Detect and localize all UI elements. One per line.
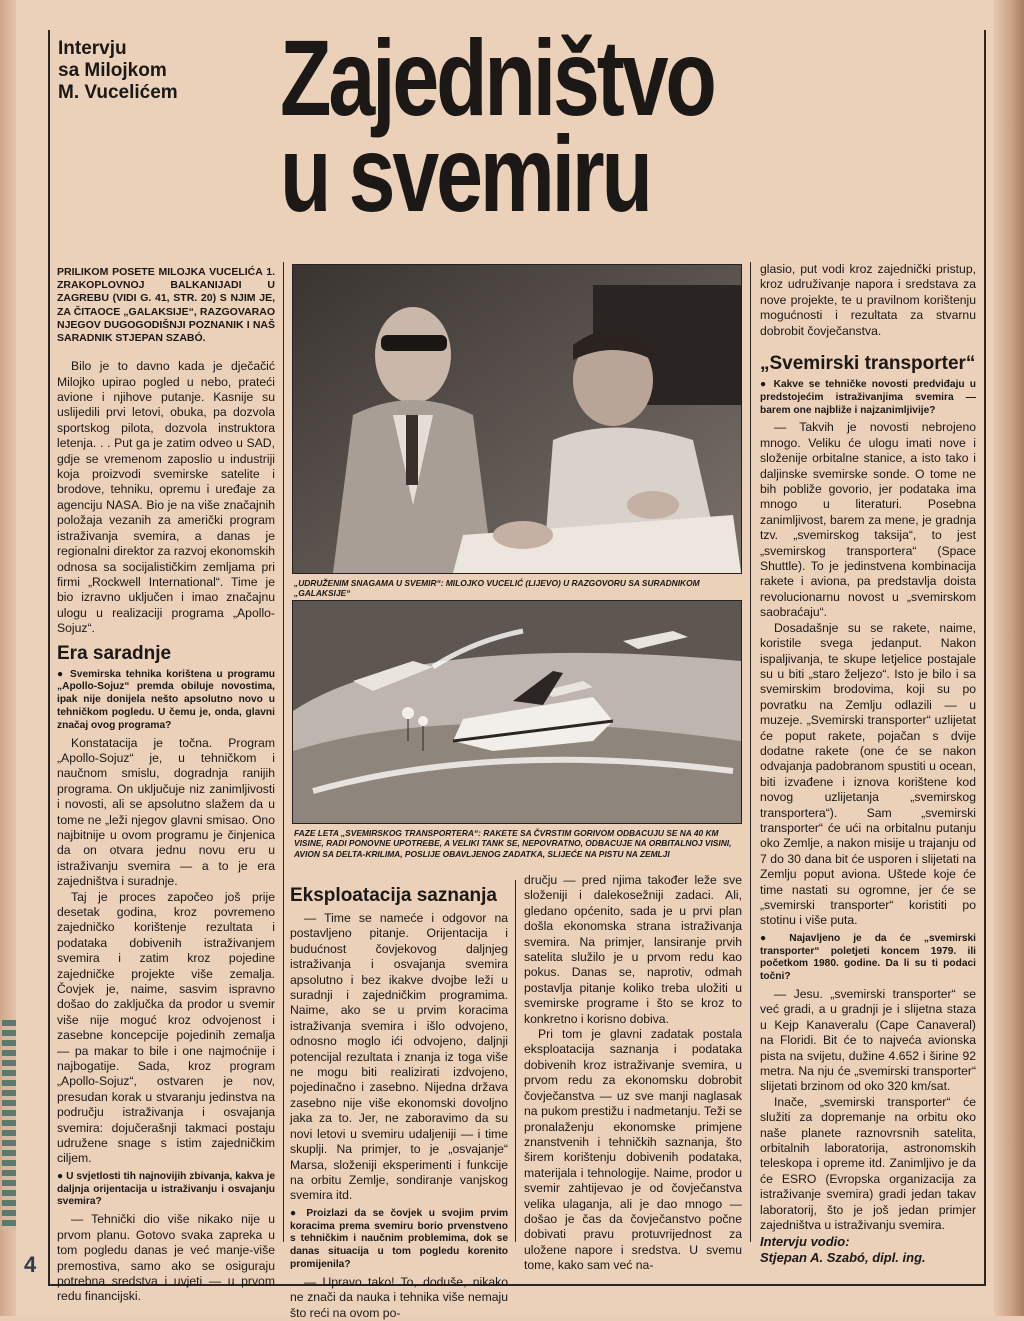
column-rule-3 [515, 880, 516, 1242]
headline-line-1: Zajedništvo [280, 17, 714, 138]
left-rule [48, 30, 50, 1285]
col2a-paragraph-2: — Upravo tako! To, doduše, nikako ne znači da nauka i tehnika više nemaju što reći na ovom po- [290, 1274, 508, 1320]
right-rule [984, 30, 986, 1285]
caption-photo-1: „UDRUŽENIM SNAGAMA U SVEMIR“: MILOJKO VUCELIĆ (LIJEVO) U RAZGOVORU SA SURADNIKOM „GALAKSIJE“ [294, 578, 700, 599]
question-4: ● Kakve se tehničke novosti predviđaju u predstojećim istraživanjima svemira — barem one najbliže i najzanimljivije? [760, 379, 976, 416]
col2b-paragraph-2: Pri tom je glavni zadatak postala eksploatacija saznanja i podataka dobivenih kroz istraživanje svemira, u prvom redu za ekonomsku dobrobit čovječanstva — uz sve manji naglasak na pukom prestižu i nadmetanju. Teži se pronalaženju ekonomske primjene znanstvenih i tehničkih saznanja, što širem korištenju dobivenih podataka, materijala i tehnologije. Naime, prodor u svemir zahtijevao je od čovječanstva velika ulaganja, ali je dao mnogo — došao je čas da čovječanstvo počne dobivati pravu protuvrijednost za uložene napore i sredstva. U svemu tome, kako sam već na- [524, 1027, 742, 1273]
col3-paragraph-1: glasio, put vodi kroz zajednički pristup, kroz udruživanje napora i sredstava za nove projekte, te u pravilnom korištenju mogućnosti i rezultata za stvarnu dobrobit čovječanstva. [760, 262, 976, 338]
col3-paragraph-4: — Jesu. „svemirski transporter“ se već gradi, a u gradnji je i slijetna staza u Kejp Kanaveralu (Cape Canaveral) na Floridi. Bit će to najveća avionska pista na svijetu, dužine 4.652 i širine 92 metra. Na nju će „svemirski transporter“ slijetati brzinom od oko 320 km/sat. [760, 987, 976, 1094]
col2b-paragraph-1: dručju — pred njima također leže sve složeniji i dalekosežniji zadaci. Ali, gledano općenito, sada je u prvi plan došla ekonomska strana istraživanja svemira. Na primjer, lansiranje prvih satelita služilo je u prvom redu kao pokus. Danas se, naprotiv, odmah postavlja pitanje koliko treba uložiti u svemirske programe i što se kroz to konkretno i korisno dobiva. [524, 873, 742, 1026]
question-2: ● U svjetlosti tih najnovijih zbivanja, kakva je daljnja orijentacija u istraživanju i osvajanju svemira? [57, 1170, 275, 1208]
caption-photo-2: FAZE LETA „SVEMIRSKOG TRANSPORTERA“: RAKETE SA ČVRSTIM GORIVOM ODBACUJU SE NA 40 KM VISINE, RADI PONOVNE UPOTREBE, A VELIKI TANK SE, NEPOVRATNO, ODBACUJE NA ORBITALNOJ VISINI, AVION SA DELTA-KRILIMA, POSLIJE OBAVLJENOG ZADATKA, SLIJEĆE NA PISTU NA ZEMLJI [294, 828, 732, 859]
question-5: ● Najavljeno je da će „svemirski transporter“ poletjeti koncem 1979. ili početkom 1980. godine. Da li su ti podaci točni? [760, 932, 976, 983]
subheading-eksploatacija-saznanja: Eksploatacija saznanja [290, 885, 497, 906]
intro-line-3: M. Vucelićem [58, 82, 178, 103]
col3-paragraph-3: Dosadašnje su se rakete, naime, koristile svega jedanput. Nakon ispaljivanja, te skupe letjelice postajale su u biti „staro željezo“. Isto je bilo i sa svemirskim brodovima, koji su po povratku na Zemlju odlazili — u muzeje. „Svemirski transporter“ uzlijetat će poput rakete, pojačan s dvije dodatne rakete (one će se nakon odvajanja padobranom spustiti u ocean, biti izvađene i iznova korištene kod novog uzlijetanja „svemirskog transportera“). Sam „svemirski transporter“ će ući na orbitalnu putanju oko Zemlje, a nakon misije u trajanju od 7 do 30 dana bit će usporen i slijetati na Zemlju poput aviona. Uštede koje će time nastati su ogromne, jer će se „svemirski transporter“ koristiti po stotinu i više puta. [760, 620, 976, 928]
photo-interview-image [293, 265, 741, 573]
illustration-space-shuttle-image [293, 601, 741, 823]
photo-interview [292, 264, 742, 574]
spine-stripe [2, 1020, 16, 1230]
col2a-paragraph-1: — Time se nameće i odgovor na postavljeno pitanje. Orijentacija i budućnost čovjekovog daljnjeg istraživanja i osvajanja svemira apsolutno i bez ikakve dvojbe leži u suradnji i zajedničkim programima. Naime, ako se u prvim koracima istraživanja svemira i išlo odvojeno, odnosno moglo ići odvojeno, daljnji potencijal rezultata i znanja iz toga više ne mogu biti realizirati izdvojeno, pojedinačno i zasebno. Nijedna država zasebno nije više ekonomski dovoljno jaka za to. Jer, ne zaboravimo da su novi letovi u svemiru udaljeniji — i time skuplji. Na primjer, to je „osvajanje“ Marsa, složeniji eksperimenti i funkcije na orbitu Zemlje, sondiranje vanjskog svemira itd. [290, 911, 508, 1203]
subheading-svemirski-transporter: „Svemirski transporter“ [760, 353, 976, 375]
column-2b [524, 873, 742, 1274]
col3-paragraph-2: — Takvih je novosti nebrojeno mnogo. Veliku će ulogu imati nove i složenije orbitalne stanice, a isto tako i daljinske svemirske sonde. O tome ne bih pobliže govorio, jer podataka ima mnogo u literaturi. Posebna zanimljivost, barem za mene, je gradnja tzv. „svemirskog taksija“, to jest „svemirskog transportera“ (Space Shuttle). To je jedinstvena kombinacija rakete i aviona, pa predstavlja doista revolucionarnu novost u „svemirskom saobraćaju“. [760, 420, 976, 620]
illustration-space-shuttle [292, 600, 742, 824]
column-rule-2 [750, 262, 751, 1242]
col3-paragraph-5: Inače, „svemirski transporter“ će služiti za dopremanje na orbitu oko naše planete raznovrsnih satelita, orbitalnih laboratorija, astronomskih teleskopa i opreme itd. Zanimljivo je da će ESRO (Evropska organizacija za istraživanje svemira) gradi jedan takav laboratorij, što je još jedan primjer zajedništva u istraživanju svemira. [760, 1094, 976, 1233]
col1-paragraph-2: Konstatacija je točna. Program „Apollo-Sojuz“ je, u tehničkom i naučnom smislu, dogradnja ranijih programa. On uključuje niz zanimljivosti i novosti, ali se apsolutno slažem da u tome ne „leži njegov glavni smisao. Ono najbitnije u ovom programu je činjenica da on otvara jednu novu eru u istraživanju svemira — a to je era zajedništva i suradnje. [57, 735, 275, 889]
question-1: ● Svemirska tehnika korištena u programu „Apollo-Sojuz“ premda obiluje novostima, ipak nije donijela nešto apsolutno novo u tehničkom pogledu. U čemu je, onda, glavni značaj ovog programa? [57, 668, 275, 731]
question-3: ● Proizlazi da se čovjek u svojim prvim koracima prema svemiru borio prvenstveno s tehničkim i naučnim problemima, dok se danas situacija u tom pogledu korenito promijenila? [290, 1207, 508, 1270]
headline-line-2: u svemiru [280, 113, 650, 234]
column-3 [760, 262, 976, 1266]
interview-credit-name: Stjepan A. Szabó, dipl. ing. [760, 1249, 926, 1265]
page-edge-right [994, 0, 1024, 1316]
column-rule-1 [283, 262, 284, 1242]
interview-credit-label: Intervju vodio: [760, 1233, 850, 1249]
headline [280, 17, 714, 234]
subheading-era-saradnje: Era saradnje [57, 642, 172, 664]
column-1 [57, 266, 275, 1305]
col1-paragraph-1: Bilo je to davno kada je dječačić Milojko upirao pogled u nebo, prateći avione i njihove putanje. Kasnije su uslijedili prvi letovi, obuka, pa dozvola sportskog pilota, dozvola instruktora letenja. . . Put ga je zatim odveo u SAD, gdje se vremenom zaposlio u industriji koja proizvodi svemirske satelite i brodove, tehniku, opremu i uređaje za agenciju NASA. Bio je na više značajnih položaja vezanih za američki program istraživanja svemira, a danas je regionalni direktor za razvoj ekonomskih odnosa sa socijalističkim zemljama pri firmi „Rockwell International“. Time je bio izravno uključen i imao značajnu ulogu u realizaciji programa „Apollo-Sojuz“. [57, 359, 275, 636]
intro-line-1: Intervju [58, 38, 127, 59]
col1-paragraph-4: — Tehnički dio više nikako nije u prvom planu. Gotovo svaka zapreka u tom pogledu danas je već manje-više premostiva, samo ako se osiguraju potrebna sredstva i uvjeti — u prvom redu financijski. [57, 1212, 275, 1304]
lead-paragraph: PRILIKOM POSETE MILOJKA VUCELIĆA 1. ZRAKOPLOVNOJ BALKANIJADI U ZAGREBU (VIDI G. 41, STR. 20) S NJIM JE, ZA ČITAOCE „GALAKSIJE“, RAZGOVARAO NJEGOV DUGOGODIŠNJI POZNANIK I NAŠ SARADNIK STJEPAN SZABÓ. [57, 266, 275, 345]
col1-paragraph-3: Taj je proces započeo još prije desetak godina, kroz povremeno zajedničko korištenje rezultata i podataka dobivenih istraživanjem svemira i zatim kroz pojedine zajedničke projekte više zemalja. Čovjek je, naime, sasvim ispravno došao do zaključka da prodor u svemir više nije moguć kroz odvojenost i zasebne koncepcije pojedinih zemalja — pa makar to bile i one najmoćnije i najbogatije. Sada, kroz program „Apollo-Sojuz“, ostvaren je nov, presudan korak u stvaranju jedinstva na području istraživanja i osvajanja svemira: dojučerašnji takmaci postaju udružene snage s istim zajedničkim ciljem. [57, 889, 275, 1166]
intro-line-2: sa Milojkom [58, 60, 167, 81]
column-2a [290, 885, 508, 1321]
intro-kicker [58, 38, 258, 104]
page-number: 4 [24, 1252, 37, 1277]
